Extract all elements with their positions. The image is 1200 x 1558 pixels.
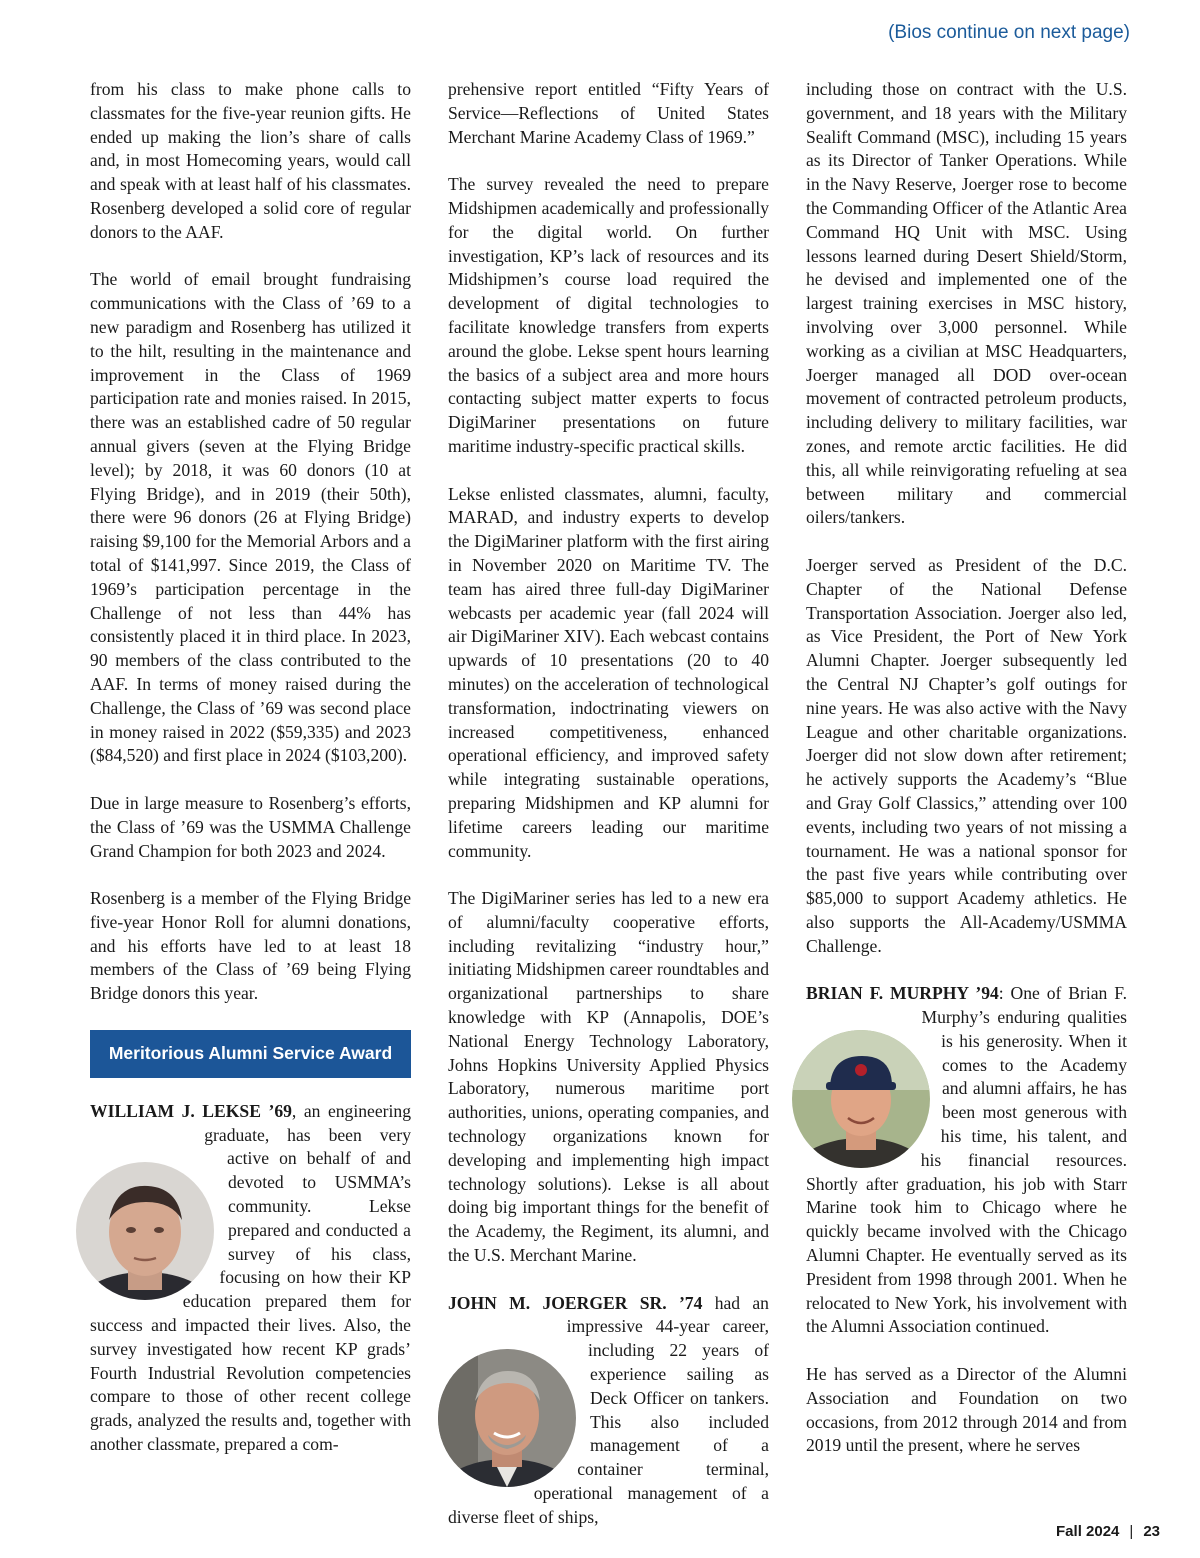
paragraph: The DigiMariner series has led to a new era of alumni/faculty cooperative efforts, including revitalizing “industry hour,” initiating Midshipmen career roundtables and organizational partnerships to share knowledge with KP (Annapolis, DOE’s National Energy Technology Laboratory, Johns Hopkins University Applied Physics Laboratory, numerous maritime port authorities, unions, operating companies, and technology organizations known for developing and implementing high impact technology solutions). Lekse is all about doing big important things for the benefit of the Academy, the Regiment, its alumni, and the U.S. Merchant Marine. [448,888,769,1266]
joerger-bio: JOHN M. JOERGER SR. ’74 had an impressive 44-year career, including 22 years of experience sailing as Deck Officer on tankers. This also included management of a container terminal, operational management of a diverse fleet of ships, [448,1292,769,1530]
paragraph: including those on contract with the U.S. government, and 18 years with the Military Sealift Command (MSC), including 15 years as its Director of Tanker Operations. While in the Navy Reserve, Joerger rose to become the Commanding Officer of the Atlantic Area Command HQ Unit with MSC. Using lessons learned during Desert Shield/Storm, he devised and implemented one of the largest training exercises in MSC history, involving over 3,000 personnel. While working as a civilian at MSC Headquarters, Joerger managed all DOD over-ocean movement of contracted petroleum products, including delivery to military facilities, war zones, and remote arctic facilities. He did this, all while reinvigorating refueling at sea between military and commercial oilers/tankers. [806,79,1127,528]
paragraph: prehensive report entitled “Fifty Years of Service—Reflections of United States Merchant Marine Academy Class of 1969.” [448,79,769,147]
murphy-portrait [792,1030,930,1168]
page-number: 23 [1143,1523,1160,1540]
paragraph: Lekse enlisted classmates, alumni, faculty, MARAD, and industry experts to develop the DigiMariner platform with the first airing in November 2020 on Maritime TV. The team has aired three full-day DigiMariner webcasts per academic year (fall 2024 will air DigiMariner XIV). Each webcast contains upwards of 10 presentations (20 to 40 minutes) on the acceleration of technological transformation, indoctrinating viewers on increased competitiveness, enhanced operational efficiency, and improved safety while integrating sustainable operations, preparing Midshipmen and KP alumni for lifetime careers leading our maritime community. [448,483,769,861]
page-footer [1056,1523,1160,1540]
column-1 [90,78,411,1457]
paragraph: Rosenberg is a member of the Flying Bridge five-year Honor Roll for alumni donations, and his efforts have led to at least 18 members of the Class of ’69 being Flying Bridge donors this year. [90,888,411,1004]
column-3 [806,78,1127,1458]
joerger-portrait [438,1349,576,1487]
issue-label: Fall 2024 [1056,1523,1120,1540]
lekse-portrait [76,1162,214,1300]
column-2 [448,78,769,1530]
paragraph: Joerger served as President of the D.C. Chapter of the National Defense Transportation Association. Joerger also led, as Vice President, the Port of New York Alumni Chapter. Joerger subsequently led the Central NJ Chapter’s golf outings for nine years. He was also active with the Navy League and other charitable organizations. Joerger did not slow down after retirement; he actively supports the Academy’s “Blue and Gray Golf Classics,” attending over 100 events, including two years of not missing a tournament. He was a national sponsor for the past five years while contributing over $85,000 to support Academy athletics. He also supports the All-Academy/USMMA Challenge. [806,554,1127,956]
continue-note: (Bios continue on next page) [888,22,1130,43]
footer-separator: | [1129,1523,1134,1540]
paragraph: The world of email brought fundraising communications with the Class of ’69 to a new paradigm and Rosenberg has utilized it to the hilt, resulting in the maintenance and improvement in the Class of 1969 participation rate and monies raised. In 2015, there was an established cadre of 50 regular annual givers (seven at the Flying Bridge level); by 2018, it was 60 donors (10 at Flying Bridge), and in 2019 (their 50th), there were 96 donors (26 at Flying Bridge) raising $9,100 for the Memorial Arbors and a total of $141,997. Since 2019, the Class of 1969’s participation percentage in the Challenge of not less than 44% has consistently placed it in third place. In 2023, 90 members of the class contributed to the AAF. In terms of money raised during the Challenge, the Class of ’69 was second place in money raised in 2022 ($59,335) and 2023 ($84,520) and first place in 2024 ($103,200). [90,269,411,766]
joerger-name: JOHN M. JOERGER SR. ’74 [448,1292,703,1313]
lekse-bio: WILLIAM J. LEKSE ’69 , an engineering graduate, has been very active on behalf of and devoted to USMMA’s community. Lekse prepared and conducted a survey of his class, focusing on how their KP education prepared them for success and impacted their lives. Also, the survey investigated how recent KP grads’ Fourth Industrial Revolution competencies compare to those of other recent college grads, analyzed the results and, together with another classmate, prepared a com- [90,1100,411,1457]
paragraph: The survey revealed the need to prepare Midshipmen academically and professionally for the digital world. On further investigation, KP’s lack of resources and its Midshipmen’s course load required the development of digital technologies to facilitate knowledge transfers from experts around the globe. Lekse spent hours learning the basics of a subject area and more hours contacting subject matter experts to focus DigiMariner presentations on future maritime industry-specific practical skills. [448,174,769,456]
paragraph: from his class to make phone calls to classmates for the five-year reunion gifts. He ended up making the lion’s share of calls and, in most Homecoming years, would call and speak with at least half of his classmates. Rosenberg developed a solid core of regular donors to the AAF. [90,79,411,242]
murphy-name: BRIAN F. MURPHY ’94 [806,983,999,1004]
award-banner: Meritorious Alumni Service Award [90,1030,411,1078]
murphy-bio: BRIAN F. MURPHY ’94 : One of Brian F. Murphy’s enduring qualities is his generosity. When it comes to the Academy and alumni affairs, he has been most generous with his time, his talent, and his financial resources. Shortly after graduation, his job with Starr Marine took him to Chicago where he quickly became involved with the Chicago Alumni Chapter. He eventually served as its President from 1998 through 2001. When he relocated to New York, his involvement with the Alumni Association continued. [806,982,1127,1339]
lekse-name: WILLIAM J. LEKSE ’69 [90,1100,292,1121]
paragraph: He has served as a Director of the Alumni Association and Foundation on two occasions, from 2012 through 2014 and from 2019 until the present, where he serves [806,1364,1127,1456]
paragraph: Due in large measure to Rosenberg’s efforts, the Class of ’69 was the USMMA Challenge Grand Champion for both 2023 and 2024. [90,792,411,861]
